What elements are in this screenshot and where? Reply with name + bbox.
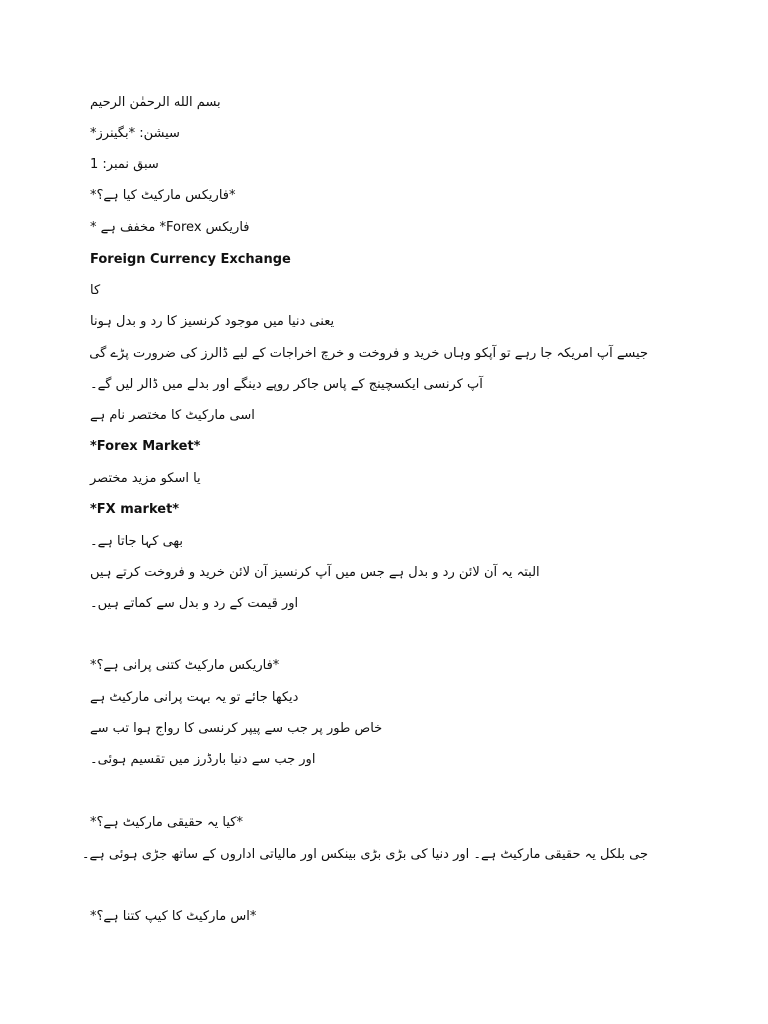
heading-how-old: *فاریکس مارکیٹ کتنی پرانی ہے؟* (90, 658, 280, 673)
session-line: سیشن: *بگینرز* (90, 126, 180, 141)
shorter-line: یا اسکو مزید مختصر (90, 471, 201, 486)
bismillah-line: بسم الله الرحمٰن الرحیم (90, 95, 221, 110)
short-name-line: اسی مارکیٹ کا مختصر نام ہے (90, 408, 255, 423)
heading-what-is-forex: *فاریکس مارکیٹ کیا ہے؟* (90, 188, 236, 203)
fx-market-line: *FX market* (90, 502, 180, 517)
meaning-line: یعنی دنیا میں موجود کرنسیز کا رد و بدل ہونا (90, 314, 335, 329)
forex-market-line: *Forex Market* (90, 439, 201, 454)
example-line-1: جیسے آپ امریکہ جا رہے تو آپکو وہاں خرید و فروخت و خرچ اخراجات کے لیے ڈالرز کی ضرورت پڑے گی (89, 346, 648, 361)
example-line-2: آپ کرنسی ایکسچینج کے پاس جاکر روپے دینگے اور بدلے میں ڈالر لیں گے۔ (90, 377, 483, 392)
real-market-line: جی بلکل یہ حقیقی مارکیٹ ہے۔ اور دنیا کی بڑی بڑی بینکس اور مالیاتی اداروں کے ساتھ جڑی ہوئی ہے۔ (81, 847, 648, 862)
also-called-line: بھی کہا جاتا ہے۔ (90, 534, 184, 549)
earning-line: اور قیمت کے رد و بدل سے کماتے ہیں۔ (90, 596, 299, 611)
heading-is-real: *کیا یہ حقیقی مارکیٹ ہے؟* (90, 815, 243, 830)
ka-line: کا (90, 283, 101, 298)
foreign-currency-exchange-line: Foreign Currency Exchange (90, 252, 291, 267)
online-exchange-line: البتہ یہ آن لائن رد و بدل ہے جس میں آپ کرنسیز آن لائن خرید و فروخت کرتے ہیں (90, 565, 540, 580)
heading-market-cap: *اس مارکیٹ کا کیپ کتنا ہے؟* (90, 909, 257, 924)
paper-currency-line: خاص طور پر جب سے پیپر کرنسی کا رواج ہوا تب سے (90, 721, 383, 736)
very-old-line: دیکھا جائے تو یہ بہت پرانی مارکیٹ ہے (90, 690, 299, 705)
forex-abbreviation-line: فاریکس Forex* مخفف ہے * (90, 220, 250, 235)
lesson-number-line: سبق نمبر: 1 (90, 157, 159, 172)
borders-line: اور جب سے دنیا بارڈرز میں تقسیم ہوئی۔ (90, 752, 316, 767)
